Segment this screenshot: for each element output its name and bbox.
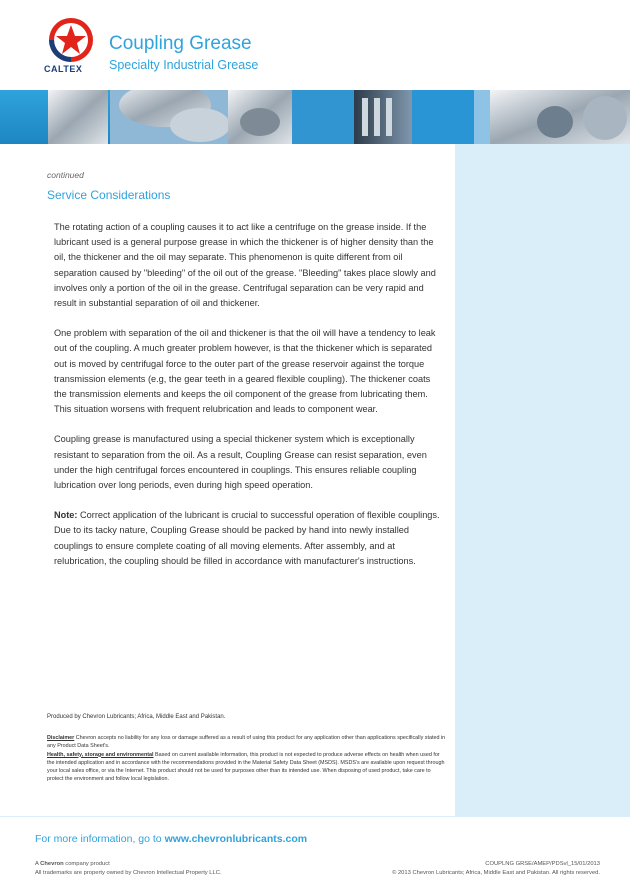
footer-divider xyxy=(0,816,630,817)
right-sidebar-panel xyxy=(455,144,630,816)
company-brand: Chevron xyxy=(40,861,64,867)
document-code: COUPLNG GRSE/AMEP/PDSvl_15/01/2013 xyxy=(485,861,600,867)
website-link[interactable]: www.chevronlubricants.com xyxy=(164,833,308,845)
logo-wordmark: CALTEX xyxy=(44,64,83,74)
document-code-block xyxy=(392,860,600,878)
body-text xyxy=(54,220,444,584)
disclaimer-text: Chevron accepts no liability for any loss or damage suffered as a result of using this product for any application other than applications specifically stated in any Product Data Sheet's. xyxy=(47,735,446,750)
paragraph-separation-problem: One problem with separation of the oil and thickener is that the oil will have a tendency to leak out of the coupling. A much greater problem however, is that the thickener which is separated out is moved by centrifugal force to the outer part of the grease reservoir against the torque transmission elements (e.g, the gear teeth in a geared flexible coupling). The thickener coats the transmission elements and keeps the oil component of the grease from lubricating them. This situation worsens with frequent relubrication and leads to component wear. xyxy=(54,328,436,415)
hse-paragraph xyxy=(47,751,447,784)
page-subtitle: Specialty Industrial Grease xyxy=(109,58,259,72)
page-title: Coupling Grease xyxy=(109,33,252,54)
continued-label: continued xyxy=(47,170,84,180)
company-info xyxy=(35,860,222,878)
trademark-line: All trademarks are property owned by Chevron Intellectual Property LLC. xyxy=(35,870,222,876)
more-info-line xyxy=(35,833,307,845)
paragraph-centrifuge: The rotating action of a coupling causes it to act like a centrifuge on the grease inside. If the lubricant used is a general purpose grease in which the thickener is of higher density than the oil, the thickener and the oil may separate. This phenomenon is quite different from oil separation caused by "bleeding" of the oil out of the grease. "Bleeding" takes place slowly and involves only a portion of the oil in the grease. Centrifugal separation can be very rapid and result in substantial separation of oil and thickener. xyxy=(54,222,436,309)
hse-text: Based on current available information, this product is not expected to produce adverse effects on health when used for the intended application and in accordance with the recommendations provided in the Material Safety Data Sheet (MSDS). MSDS's are available upon request through your local sales office, or via the Internet. This product should not be used for purposes other than its intended use. When disposing of used product, take care to protect the environment and follow local legislation. xyxy=(47,751,445,783)
note-label: Note: xyxy=(54,510,78,521)
page-header xyxy=(0,0,630,90)
company-suffix: company product xyxy=(63,861,110,867)
more-info-prefix: For more information, go to xyxy=(35,833,165,845)
paragraph-note xyxy=(54,508,444,569)
disclaimer-label: Disclaimer xyxy=(47,735,75,741)
hse-label: Health, safety, storage and environmental xyxy=(47,751,154,758)
note-text: Correct application of the lubricant is crucial to successful operation of flexible couplings. Due to its tacky nature, Coupling Grease should be packed by hand into newly installed couplings to ensure complete coating of all moving elements. After assembly, and at relubrication, the coupling should be filled in accordance with manufacturer's instructions. xyxy=(54,510,440,566)
header-banner-image xyxy=(0,90,630,144)
company-product-line xyxy=(35,860,222,869)
copyright-line: © 2013 Chevron Lubricants; Africa, Middle East and Pakistan. All rights reserved. xyxy=(392,870,600,876)
company-prefix: A xyxy=(35,861,41,867)
disclaimer-paragraph xyxy=(47,734,447,751)
paragraph-thickener-system: Coupling grease is manufactured using a special thickener system which is exceptionally resistant to separation from the oil. As a result, Coupling Grease can resist separation, even under the high centrifugal forces encountered in couplings. This ensures reliable coupling lubrication over long periods, even during high speed operation. xyxy=(54,434,427,491)
produced-by: Produced by Chevron Lubricants; Africa, Middle East and Pakistan. xyxy=(47,714,226,720)
disclaimer-block xyxy=(47,734,447,784)
section-title: Service Considerations xyxy=(47,188,171,202)
